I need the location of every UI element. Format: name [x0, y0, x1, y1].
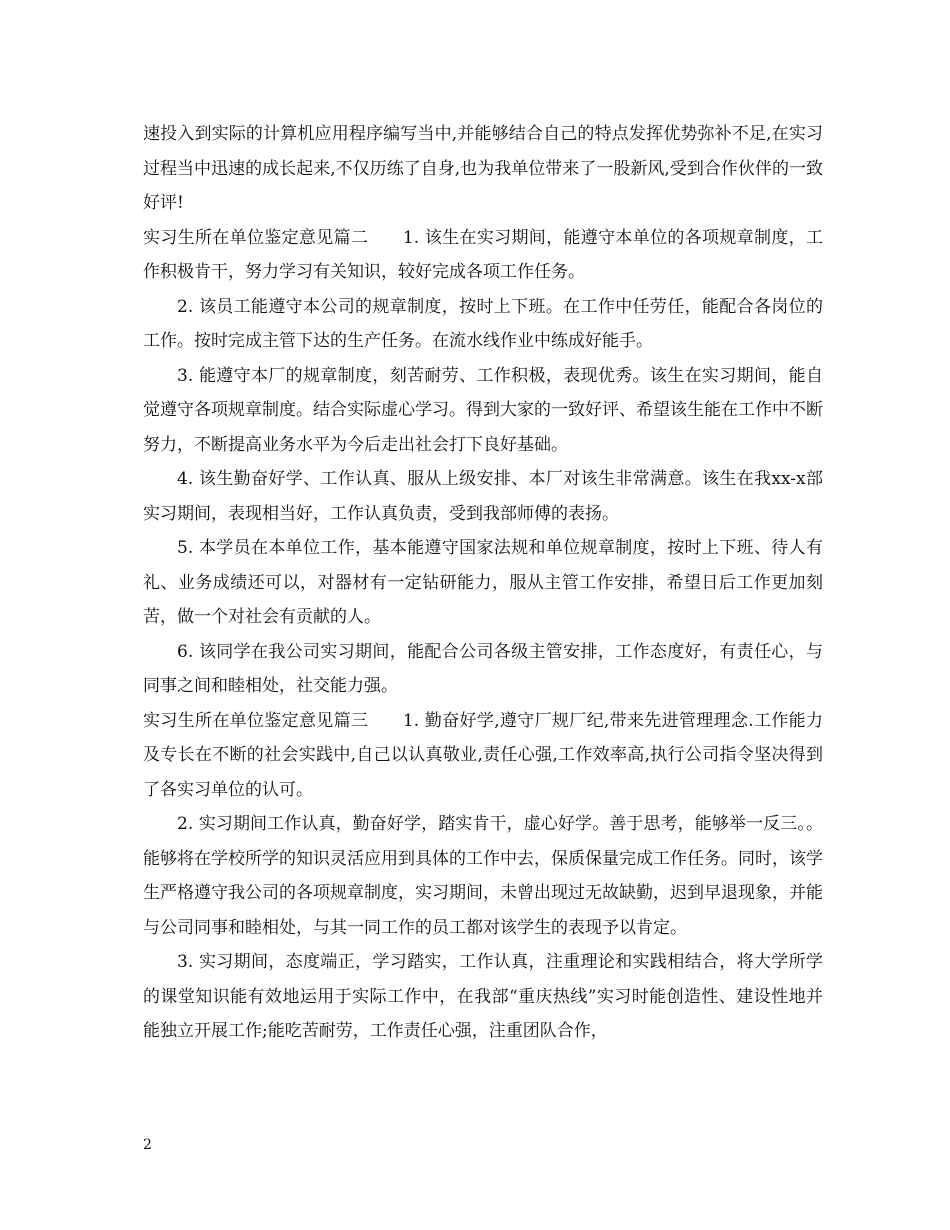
paragraph-section-three-item-2: 2. 实习期间工作认真，勤奋好学，踏实肯干，虚心好学。善于思考，能够举一反三。。能够将在学校所学的知识灵活应用到具体的工作中去，保质保量完成工作任务。同时，该学生严格遵守我公司的各项规章制度，实习期间，未曾出现过无故缺勤，迟到早退现象，并能与公司同事和睦相处，与其一同工作的员工都对该学生的表现予以肯定。 [143, 814, 823, 938]
page-number: 2 [143, 1137, 152, 1153]
paragraph-section-two-item-2: 2. 该员工能遵守本公司的规章制度，按时上下班。在工作中任劳任，能配合各岗位的工作。按时完成主管下达的生产任务。在流水线作业中练成好能手。 [143, 296, 823, 351]
paragraph-section-two-item-6: 6. 该同学在我公司实习期间，能配合公司各级主管安排，工作态度好，有责任心，与同事之间和睦相处，社交能力强。 [143, 641, 823, 696]
paragraph-section-two-item-3: 3. 能遵守本厂的规章制度，刻苦耐劳、工作积极，表现优秀。该生在实习期间，能自觉遵守各项规章制度。结合实际虚心学习。得到大家的一致好评、希望该生能在工作中不断努力，不断提高业务水平为今后走出社会打下良好基础。 [143, 365, 823, 455]
document-body [143, 117, 823, 1049]
paragraph-continuation: 速投入到实际的计算机应用程序编写当中,并能够结合自己的特点发挥优势弥补不足,在实习过程当中迅速的成长起来,不仅历练了自身,也为我单位带来了一股新风,受到合作伙伴的一致好评! [143, 124, 823, 213]
paragraph-section-three-item-1: 实习生所在单位鉴定意见篇三 1. 勤奋好学,遵守厂规厂纪,带来先进管理理念.工作能力及专长在不断的社会实践中,自己以认真敬业,责任心强,工作效率高,执行公司指令坚决得到了各实习单位的认可。 [143, 710, 823, 800]
paragraph-section-two-item-1: 实习生所在单位鉴定意见篇二 1. 该生在实习期间，能遵守本单位的各项规章制度，工作积极肯干，努力学习有关知识，较好完成各项工作任务。 [143, 227, 823, 282]
paragraph-section-two-item-4: 4. 该生勤奋好学、工作认真、服从上级安排、本厂对该生非常满意。该生在我xx-x部实习期间，表现相当好，工作认真负责，受到我部师傅的表扬。 [143, 469, 823, 524]
paragraph-section-three-item-3: 3. 实习期间，态度端正，学习踏实，工作认真，注重理论和实践相结合，将大学所学的课堂知识能有效地运用于实际工作中，在我部“重庆热线”实习时能创造性、建设性地并能独立开展工作;能吃苦耐劳，工作责任心强，注重团队合作， [143, 952, 823, 1041]
paragraph-section-two-item-5: 5. 本学员在本单位工作，基本能遵守国家法规和单位规章制度，按时上下班、待人有礼、业务成绩还可以，对器材有一定钻研能力，服从主管工作安排，希望日后工作更加刻苦，做一个对社会有贡献的人。 [143, 538, 823, 627]
